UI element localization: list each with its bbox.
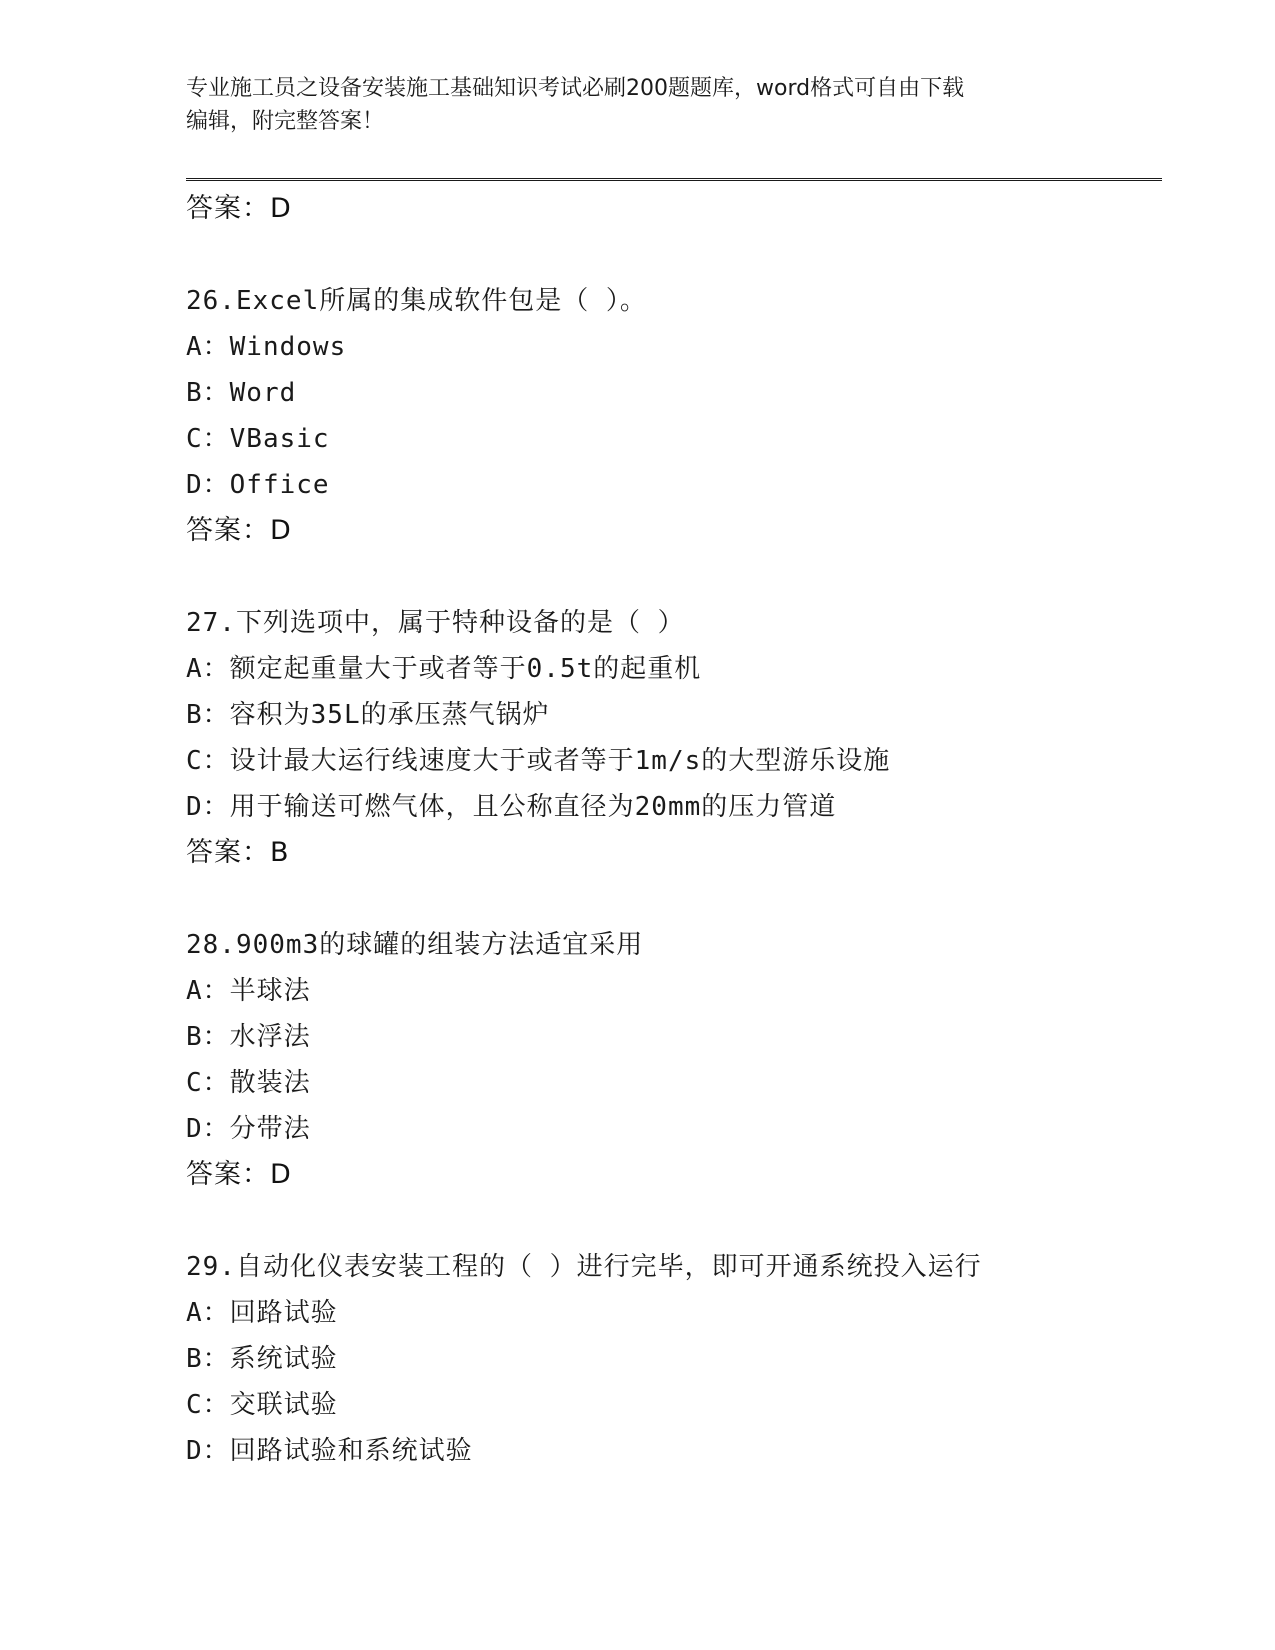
option-a: A：回路试验: [186, 1298, 338, 1328]
option-c: C：散装法: [186, 1068, 311, 1098]
option-c: C：VBasic: [186, 424, 330, 454]
option-b: B：水浮法: [186, 1022, 311, 1052]
option-a: A：额定起重量大于或者等于0.5t的起重机: [186, 654, 702, 684]
option-a: A：Windows: [186, 332, 347, 362]
answer-line: 答案：B: [186, 837, 290, 868]
spacer: [186, 1198, 1166, 1244]
question-26: [186, 278, 1166, 554]
question-stem: 29.自动化仪表安装工程的（ ）进行完毕，即可开通系统投入运行: [186, 1252, 982, 1282]
document-header: [186, 72, 1086, 138]
question-27: [186, 600, 1166, 876]
question-stem: 27.下列选项中，属于特种设备的是（ ）: [186, 608, 685, 638]
question-stem: 26.Excel所属的集成软件包是（ ）。: [186, 286, 647, 316]
header-divider: [186, 178, 1162, 181]
spacer: [186, 554, 1166, 600]
spacer: [186, 876, 1166, 922]
option-d: D：分带法: [186, 1114, 311, 1144]
option-d: D：Office: [186, 470, 330, 500]
question-28: [186, 922, 1166, 1198]
option-a: A：半球法: [186, 976, 311, 1006]
header-title-line-1: 专业施工员之设备安装施工基础知识考试必刷200题题库，word格式可自由下载: [186, 76, 965, 101]
option-b: B：容积为35L的承压蒸气锅炉: [186, 700, 550, 730]
question-stem: 28.900m3的球罐的组装方法适宜采用: [186, 930, 644, 960]
question-list: [186, 186, 1166, 1474]
option-d: D：回路试验和系统试验: [186, 1436, 473, 1466]
answer-line: 答案：D: [186, 515, 292, 546]
option-c: C：交联试验: [186, 1390, 338, 1420]
previous-answer: 答案：D: [186, 193, 292, 224]
option-b: B：系统试验: [186, 1344, 338, 1374]
option-c: C：设计最大运行线速度大于或者等于1m/s的大型游乐设施: [186, 746, 891, 776]
question-29: [186, 1244, 1166, 1474]
option-b: B：Word: [186, 378, 297, 408]
spacer: [186, 232, 1166, 278]
option-d: D：用于输送可燃气体，且公称直径为20mm的压力管道: [186, 792, 837, 822]
answer-line: 答案：D: [186, 1159, 292, 1190]
header-title-line-2: 编辑，附完整答案！: [186, 109, 385, 134]
